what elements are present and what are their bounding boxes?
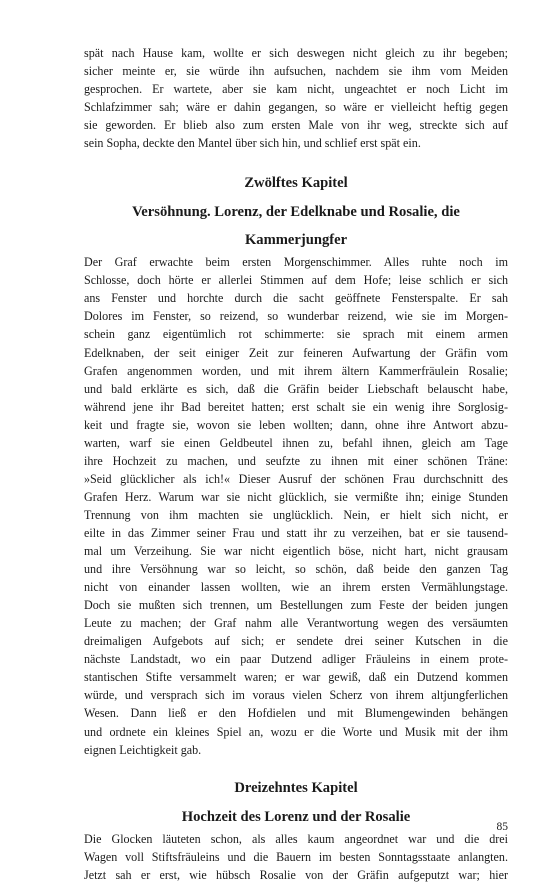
text-line: Doch sie mußten sich trennen, um Bestellungen zum Feste der beiden jungen [84,598,508,613]
text-line: sicher meinte er, sie würde ihn aufsuchen, nachdem sie ihm vom Meiden [84,64,508,79]
text-line: dreimaligen Aufgebots auf sich; er sendete drei seiner Kutschen in die [84,634,508,649]
book-page [84,44,508,884]
text-line: Grafen Herz. Warum war sie nicht glücklich, sie vermißte ihn; einige Stunden [84,489,508,504]
text-line: ihre Hochzeit zu machen, und seufzte zu ihnen mit einer schönen Träne: [84,453,508,468]
paragraph-intro [84,44,508,152]
text-line: Schlosse, doch hörte er allerlei Stimmen auf dem Hofe; leise schlich er sich [84,273,508,288]
text-line: Jetzt sah er erst, wie hübsch Rosalie von der Gräfin aufgeputzt war; hier [84,867,508,882]
text-line: und ordnete ein kleines Spiel an, wozu er die Worte und Musik mit der ihm [84,724,508,739]
text-line: mal um Verzeihung. Sie war nicht eigentlich böse, nicht hart, nicht grausam [84,544,508,559]
text-line: nächste Landstadt, wo ein paar Dutzend adliger Fräuleins in einem prote- [84,652,508,667]
text-line: Der Graf erwachte beim ersten Morgenschimmer. Alles ruhte noch im [84,255,508,270]
chapter-12-title-line-2: Kammerjungfer [244,232,348,249]
text-line: gesprochen. Er wartete, aber sie kam nicht, ungeachtet er noch Licht im [84,82,508,97]
page-number: 85 [496,821,508,833]
text-line: Wagen voll Stiftsfräuleins und die Bauern im besten Sonntagsstaate anlangten. [84,849,508,864]
text-line: keit und fragte sie, wovon sie leben wollten; dann, ohne ihre Antwort abzu- [84,417,508,432]
text-line: Edelknaben, der seit einiger Zeit zur feineren Aufwartung der Gräfin vom [84,345,508,360]
chapter-12-title-line-1: Versöhnung. Lorenz, der Edelknabe und Rosalie, die [132,204,460,221]
paragraph-chapter-12 [84,253,508,758]
text-line: nicht von einander lassen wollten, wie an ihrem ersten Vermählungstage. [84,580,508,595]
text-line: und bald erklärte es sich, daß die Gräfin beider Liebschaft belauscht habe, [84,381,508,396]
text-line: Schlafzimmer sah; wäre er dahin gegangen, so wäre er vielleicht heftig gegen [84,100,508,115]
text-line: Grafen angenommen worden, und mit ihrem ältern Kammerfräulein Rosalie; [84,363,508,378]
text-line: schein ganz eigentümlich rot schimmerte: sie sprach mit einem armen [84,327,508,342]
text-line: und ihre Versöhnung war so leicht, so schön, daß beide den ganzen Tag [84,562,508,577]
text-line: während jene ihr Bad bereitet hatten; erst schalt sie ein wenig ihre Sorglosig- [84,399,508,414]
text-line: eilte in das Zimmer seiner Frau und statt ihr zu verzeihen, bat er sie tausend- [84,525,508,540]
text-line: Die Glocken läuteten schon, als alles kaum angeordnet war und die drei [84,831,508,846]
chapter-12-number: Zwölftes Kapitel [244,175,348,192]
text-line: spät nach Hause kam, wollte er sich deswegen nicht gleich zu ihr begeben; [84,46,508,60]
text-line: warten, warf sie einen Geldbeutel ihnen zu, befahl ihnen, gleich am Tage [84,435,508,450]
text-line: würde, und versprach sich im voraus vielen Scherz von ihrem altjungferlichen [84,688,508,703]
text-line: eignen Leichtigkeit gab. [84,742,202,757]
text-line: »Seid glücklicher als ich!« Dieser Ausruf der schönen Frau durchschnitt des [84,471,508,486]
text-line: sie geworden. Er blieb also zum ersten Male von ihr weg, streckte sich auf [84,118,508,133]
text-line: Wesen. Dann ließ er den Hofdielen und mit Blumengewinden behängen [84,706,508,721]
text-line: Trennung von ihm machten sie unglücklich. Nein, er hielt sich nicht, er [84,507,508,522]
text-line: Dolores im Fenster, so reizend, so wunderbar reizend, wie sie im Morgen- [84,309,508,324]
chapter-13-title: Hochzeit des Lorenz und der Rosalie [181,808,411,825]
text-line: ans Fenster und horchte durch die sacht geöffnete Fensterspalte. Er sah [84,291,508,306]
chapter-13-number: Dreizehntes Kapitel [234,779,358,796]
paragraph-chapter-13 [84,830,508,884]
text-line: stantischen Stifte versammelt waren; er war gewiß, daß ein Dutzend kommen [84,670,508,685]
text-line: sein Sopha, deckte den Mantel über sich hin, und schlief erst spät ein. [84,136,421,151]
text-line: Leute zu machen; der Graf nahm alle Verantwortung wegen des versäumten [84,616,508,631]
